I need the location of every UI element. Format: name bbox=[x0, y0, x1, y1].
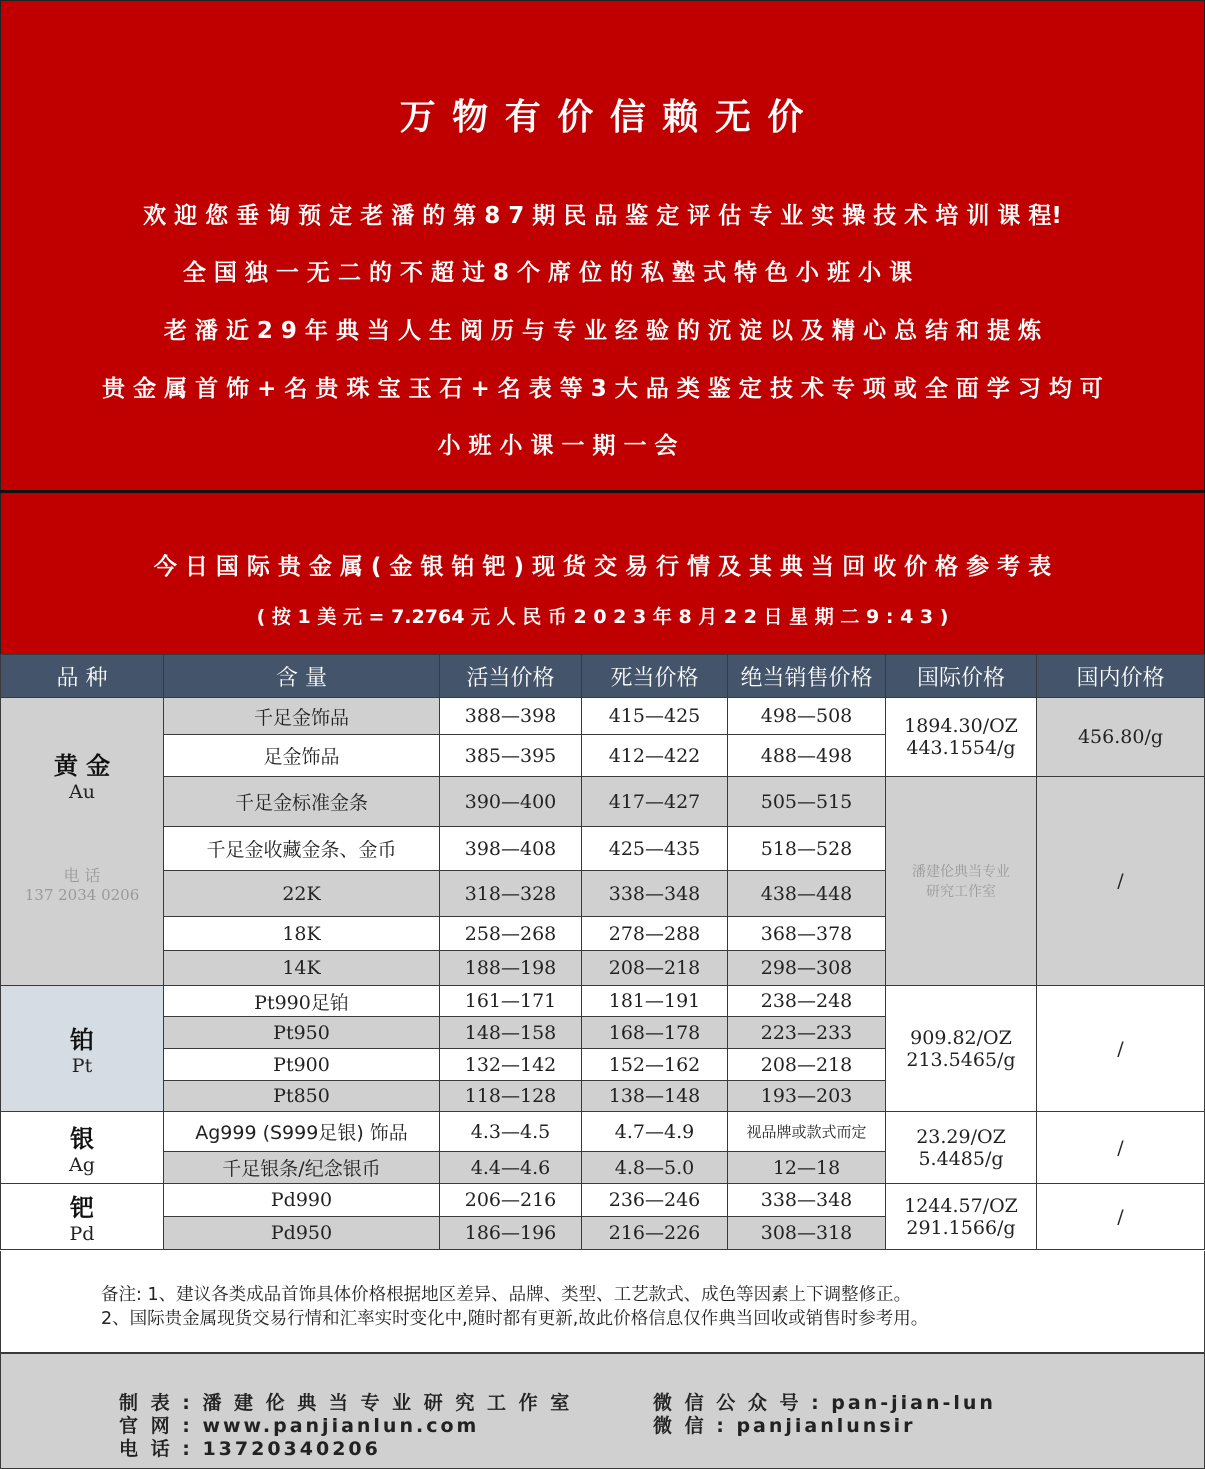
live-price: 132—142 bbox=[440, 1049, 582, 1081]
item-name: Ag999 (S999足银) 饰品 bbox=[164, 1112, 440, 1152]
live-price: 398—408 bbox=[440, 827, 582, 871]
table-header-area bbox=[0, 493, 1205, 654]
studio-watermark-cell bbox=[886, 777, 1037, 986]
footer-wechat-public: 微 信 公 众 号 : pan-jian-lun bbox=[653, 1392, 996, 1414]
dead-price: 152—162 bbox=[582, 1049, 728, 1081]
item-name: 22K bbox=[164, 871, 440, 917]
item-name: Pd950 bbox=[164, 1217, 440, 1250]
item-name: Pt900 bbox=[164, 1049, 440, 1081]
metal-name: 黄 金 bbox=[53, 751, 111, 780]
sale-price: 视品牌或款式而定 bbox=[728, 1112, 886, 1152]
dead-price: 417—427 bbox=[582, 777, 728, 827]
live-price: 186—196 bbox=[440, 1217, 582, 1250]
platinum-domestic-price: / bbox=[1037, 986, 1205, 1112]
sale-price: 368—378 bbox=[728, 917, 886, 951]
live-price: 4.4—4.6 bbox=[440, 1152, 582, 1184]
banner-line-4: 贵 金 属 首 饰 + 名 贵 珠 宝 玉 石 + 名 表 等 3 大 品 类 鉴 定 技 术 专 项 或 全 面 学 习 均 可 bbox=[102, 376, 1103, 402]
palladium-intl-price bbox=[886, 1184, 1037, 1250]
item-name: Pt950 bbox=[164, 1017, 440, 1049]
footer-wechat: 微 信 : panjianlunsir bbox=[653, 1415, 916, 1437]
table-title: 今 日 国 际 贵 金 属 ( 金 银 铂 钯 ) 现 货 交 易 行 情 及 其 典 当 回 收 价 格 参 考 表 bbox=[153, 554, 1052, 580]
item-name: 14K bbox=[164, 951, 440, 986]
table-row bbox=[1, 986, 1205, 1017]
live-price: 206—216 bbox=[440, 1184, 582, 1217]
item-name: 千足金标准金条 bbox=[164, 777, 440, 827]
sale-price: 308—318 bbox=[728, 1217, 886, 1250]
phone-number: 137 2034 0206 bbox=[24, 886, 140, 904]
dead-price: 208—218 bbox=[582, 951, 728, 986]
intl-g: 443.1554/g bbox=[906, 737, 1016, 759]
sale-price: 223—233 bbox=[728, 1017, 886, 1049]
dead-price: 4.7—4.9 bbox=[582, 1112, 728, 1152]
live-price: 161—171 bbox=[440, 986, 582, 1017]
gold-domestic-price: 456.80/g bbox=[1037, 698, 1205, 777]
intl-oz: 909.82/OZ bbox=[910, 1026, 1012, 1049]
platinum-intl-price bbox=[886, 986, 1037, 1112]
table-header-row bbox=[1, 655, 1205, 698]
footer-maker: 制 表 : 潘 建 伦 典 当 专 业 研 究 工 作 室 bbox=[119, 1392, 573, 1414]
metal-symbol: Au bbox=[69, 781, 95, 803]
silver-domestic-price: / bbox=[1037, 1112, 1205, 1184]
item-name: Pd990 bbox=[164, 1184, 440, 1217]
col-header-content: 含 量 bbox=[164, 655, 440, 698]
intl-g: 213.5465/g bbox=[906, 1048, 1016, 1071]
live-price: 385—395 bbox=[440, 735, 582, 777]
dead-price: 138—148 bbox=[582, 1081, 728, 1112]
metal-symbol: Pd bbox=[69, 1223, 95, 1245]
dead-price: 236—246 bbox=[582, 1184, 728, 1217]
metal-palladium bbox=[1, 1184, 164, 1250]
slogan: 万 物 有 价 信 赖 无 价 bbox=[399, 97, 806, 138]
sale-price: 498—508 bbox=[728, 698, 886, 735]
live-price: 388—398 bbox=[440, 698, 582, 735]
sale-price: 238—248 bbox=[728, 986, 886, 1017]
item-name: 千足金饰品 bbox=[164, 698, 440, 735]
banner-line-2: 全 国 独 一 无 二 的 不 超 过 8 个 席 位 的 私 塾 式 特 色 小 班 小 课 bbox=[182, 260, 913, 286]
col-header-live-price: 活当价格 bbox=[440, 655, 582, 698]
item-name: 千足银条/纪念银币 bbox=[164, 1152, 440, 1184]
silver-intl-price bbox=[886, 1112, 1037, 1184]
intl-oz: 1894.30/OZ bbox=[904, 715, 1018, 737]
sale-price: 208—218 bbox=[728, 1049, 886, 1081]
notes-section bbox=[0, 1251, 1205, 1353]
intl-oz: 1244.57/OZ bbox=[904, 1194, 1018, 1217]
item-name: 千足金收藏金条、金币 bbox=[164, 827, 440, 871]
gold-bar-domestic-price: / bbox=[1037, 777, 1205, 986]
intl-g: 5.4485/g bbox=[918, 1147, 1004, 1170]
gold-intl-price bbox=[886, 698, 1037, 777]
footer-website: 官 网 : www.panjianlun.com bbox=[119, 1415, 480, 1437]
col-header-intl-price: 国际价格 bbox=[886, 655, 1037, 698]
metal-symbol: Ag bbox=[69, 1154, 95, 1176]
metal-symbol: Pt bbox=[71, 1055, 93, 1077]
dead-price: 338—348 bbox=[582, 871, 728, 917]
metal-silver bbox=[1, 1112, 164, 1184]
metal-name: 钯 bbox=[70, 1193, 94, 1222]
col-header-domestic-price: 国内价格 bbox=[1037, 655, 1205, 698]
live-price: 390—400 bbox=[440, 777, 582, 827]
item-name: 足金饰品 bbox=[164, 735, 440, 777]
sale-price: 438—448 bbox=[728, 871, 886, 917]
live-price: 258—268 bbox=[440, 917, 582, 951]
col-header-dead-price: 死当价格 bbox=[582, 655, 728, 698]
dead-price: 278—288 bbox=[582, 917, 728, 951]
palladium-domestic-price: / bbox=[1037, 1184, 1205, 1250]
banner-line-5: 小 班 小 课 一 期 一 会 bbox=[437, 433, 678, 459]
table-row bbox=[1, 1184, 1205, 1217]
item-name: Pt990足铂 bbox=[164, 986, 440, 1017]
dead-price: 181—191 bbox=[582, 986, 728, 1017]
col-header-sale-price: 绝当销售价格 bbox=[728, 655, 886, 698]
metal-name: 银 bbox=[70, 1124, 94, 1153]
table-row bbox=[1, 698, 1205, 735]
sale-price: 505—515 bbox=[728, 777, 886, 827]
dead-price: 415—425 bbox=[582, 698, 728, 735]
col-header-variety: 品 种 bbox=[1, 655, 164, 698]
banner-line-3: 老 潘 近 2 9 年 典 当 人 生 阅 历 与 专 业 经 验 的 沉 淀 以 及 精 心 总 结 和 提 炼 bbox=[163, 318, 1042, 344]
live-price: 118—128 bbox=[440, 1081, 582, 1112]
sale-price: 338—348 bbox=[728, 1184, 886, 1217]
sale-price: 298—308 bbox=[728, 951, 886, 986]
sale-price: 193—203 bbox=[728, 1081, 886, 1112]
dead-price: 412—422 bbox=[582, 735, 728, 777]
footer bbox=[0, 1353, 1205, 1469]
live-price: 318—328 bbox=[440, 871, 582, 917]
exchange-rate-line: ( 按 1 美 元 = 7.2764 元 人 民 币 2 0 2 3 年 8 月 2 2 日 星 期 二 9 : 4 3 ) bbox=[256, 606, 949, 628]
studio-watermark-line1: 潘建伦典当专业 bbox=[912, 864, 1010, 880]
table-row bbox=[1, 1112, 1205, 1152]
phone-label: 电 话 bbox=[63, 866, 101, 885]
metal-platinum bbox=[1, 986, 164, 1112]
live-price: 188—198 bbox=[440, 951, 582, 986]
intl-oz: 23.29/OZ bbox=[916, 1125, 1006, 1148]
banner-line-1: 欢 迎 您 垂 询 预 定 老 潘 的 第 8 7 期 民 品 鉴 定 评 估 专 业 实 操 技 术 培 训 课 程! bbox=[143, 203, 1062, 229]
dead-price: 168—178 bbox=[582, 1017, 728, 1049]
metal-gold bbox=[1, 698, 164, 986]
sale-price: 488—498 bbox=[728, 735, 886, 777]
studio-watermark-line2: 研究工作室 bbox=[926, 884, 996, 900]
item-name: 18K bbox=[164, 917, 440, 951]
item-name: Pt850 bbox=[164, 1081, 440, 1112]
promo-banner bbox=[0, 0, 1205, 492]
dead-price: 4.8—5.0 bbox=[582, 1152, 728, 1184]
note-1: 备注: 1、建议各类成品首饰具体价格根据地区差异、品牌、类型、工艺款式、成色等因素上下调整修正。 bbox=[101, 1285, 912, 1305]
footer-phone: 电 话 : 13720340206 bbox=[119, 1438, 381, 1460]
metal-name: 铂 bbox=[70, 1025, 94, 1054]
price-table bbox=[0, 654, 1205, 1250]
sale-price: 12—18 bbox=[728, 1152, 886, 1184]
live-price: 4.3—4.5 bbox=[440, 1112, 582, 1152]
dead-price: 425—435 bbox=[582, 827, 728, 871]
intl-g: 291.1566/g bbox=[906, 1216, 1016, 1239]
note-2: 2、国际贵金属现货交易行情和汇率实时变化中,随时都有更新,故此价格信息仅作典当回收或销售时参考用。 bbox=[101, 1309, 929, 1329]
live-price: 148—158 bbox=[440, 1017, 582, 1049]
dead-price: 216—226 bbox=[582, 1217, 728, 1250]
sale-price: 518—528 bbox=[728, 827, 886, 871]
table-row bbox=[1, 777, 1205, 827]
